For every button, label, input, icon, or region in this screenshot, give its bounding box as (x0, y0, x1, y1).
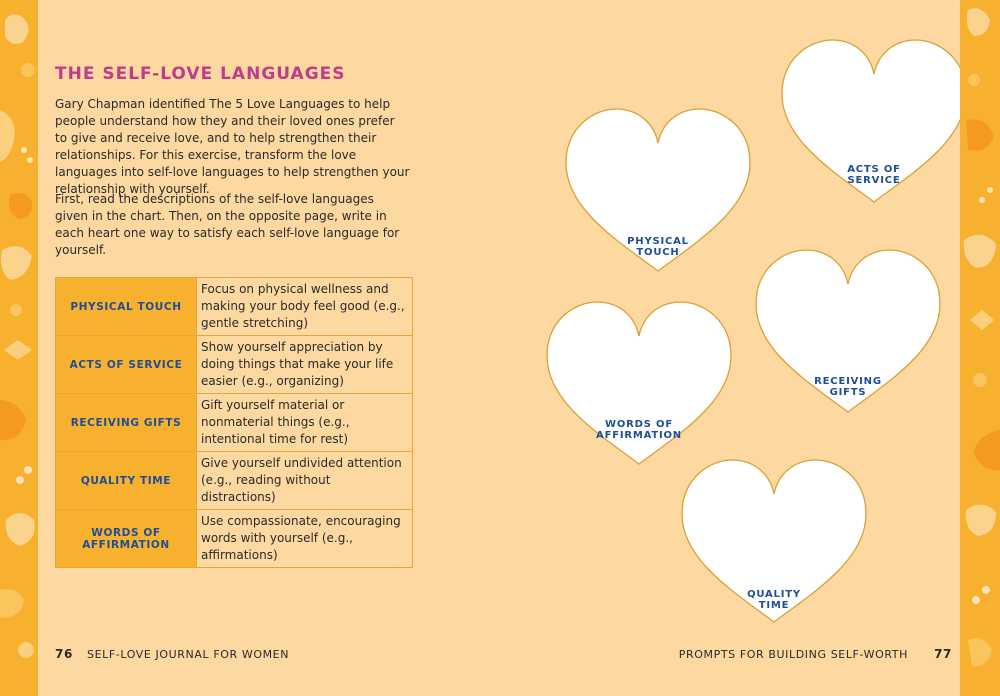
heart-acts-of-service[interactable] (782, 40, 960, 202)
right-footer (679, 647, 952, 661)
heart-label-line1: ACTS OF (847, 164, 901, 175)
heart-quality-time[interactable] (682, 460, 866, 622)
description-cell: Gift yourself material or nonmaterial things (e.g., intentional time for rest) (197, 394, 413, 452)
chart-row (56, 336, 413, 394)
chart-row (56, 278, 413, 336)
love-languages-chart (55, 277, 413, 568)
intro-paragraph-2: First, read the descriptions of the self-love languages given in the chart. Then, on the opposite page, write in each heart one way to satisfy each self-love language for yourself. (55, 192, 400, 257)
heart-label-line2: TIME (758, 600, 790, 611)
page-number-left: 76 (55, 647, 73, 661)
description-cell: Give yourself undivided attention (e.g., reading without distractions) (197, 452, 413, 510)
language-cell: ACTS OF SERVICE (56, 336, 197, 394)
chart-row (56, 452, 413, 510)
heart-receiving-gifts[interactable] (756, 250, 940, 412)
heart-words-of-affirmation[interactable] (547, 302, 731, 464)
heart-label-line2: GIFTS (829, 387, 867, 398)
heart-label-line1: RECEIVING (814, 376, 882, 387)
pattern-shapes-right (960, 0, 1000, 696)
intro-paragraph-1: Gary Chapman identified The 5 Love Languages to help people understand how they and their loved ones prefer to give and receive love, and to help strengthen their relationships. For this exercise, transform the love languages into self-love languages to help strengthen your relationship with yourself. (55, 97, 410, 196)
right-page (508, 0, 960, 696)
hearts-canvas (508, 0, 960, 696)
chart-row (56, 510, 413, 568)
description-cell: Focus on physical wellness and making your body feel good (e.g., gentle stretching) (197, 278, 413, 336)
heart-label-line2: AFFIRMATION (596, 430, 682, 441)
language-cell: QUALITY TIME (56, 452, 197, 510)
description-cell: Show yourself appreciation by doing things that make your life easier (e.g., organizing) (197, 336, 413, 394)
running-head-left: SELF-LOVE JOURNAL FOR WOMEN (87, 648, 290, 661)
heart-label-line1: QUALITY (747, 589, 801, 600)
chart-row (56, 394, 413, 452)
heart-label-line2: TOUCH (636, 247, 680, 258)
running-head-right: PROMPTS FOR BUILDING SELF-WORTH (678, 648, 908, 661)
heart-label-line2: SERVICE (847, 175, 901, 186)
left-footer (55, 647, 289, 661)
language-cell: RECEIVING GIFTS (56, 394, 197, 452)
decorative-border-right (960, 0, 1000, 696)
description-cell: Use compassionate, encouraging words with yourself (e.g., affirmations) (197, 510, 413, 568)
language-cell: WORDS OF AFFIRMATION (56, 510, 197, 568)
decorative-border-left (0, 0, 38, 696)
pattern-shapes-left (0, 0, 38, 696)
heart-label-line1: WORDS OF (605, 419, 673, 430)
language-cell: PHYSICAL TOUCH (56, 278, 197, 336)
heart-physical-touch[interactable] (566, 109, 750, 271)
heart-label-line1: PHYSICAL (627, 236, 689, 247)
page-title: THE SELF-LOVE LANGUAGES (55, 64, 346, 84)
page-number-right: 77 (934, 647, 952, 661)
left-page (38, 0, 508, 696)
